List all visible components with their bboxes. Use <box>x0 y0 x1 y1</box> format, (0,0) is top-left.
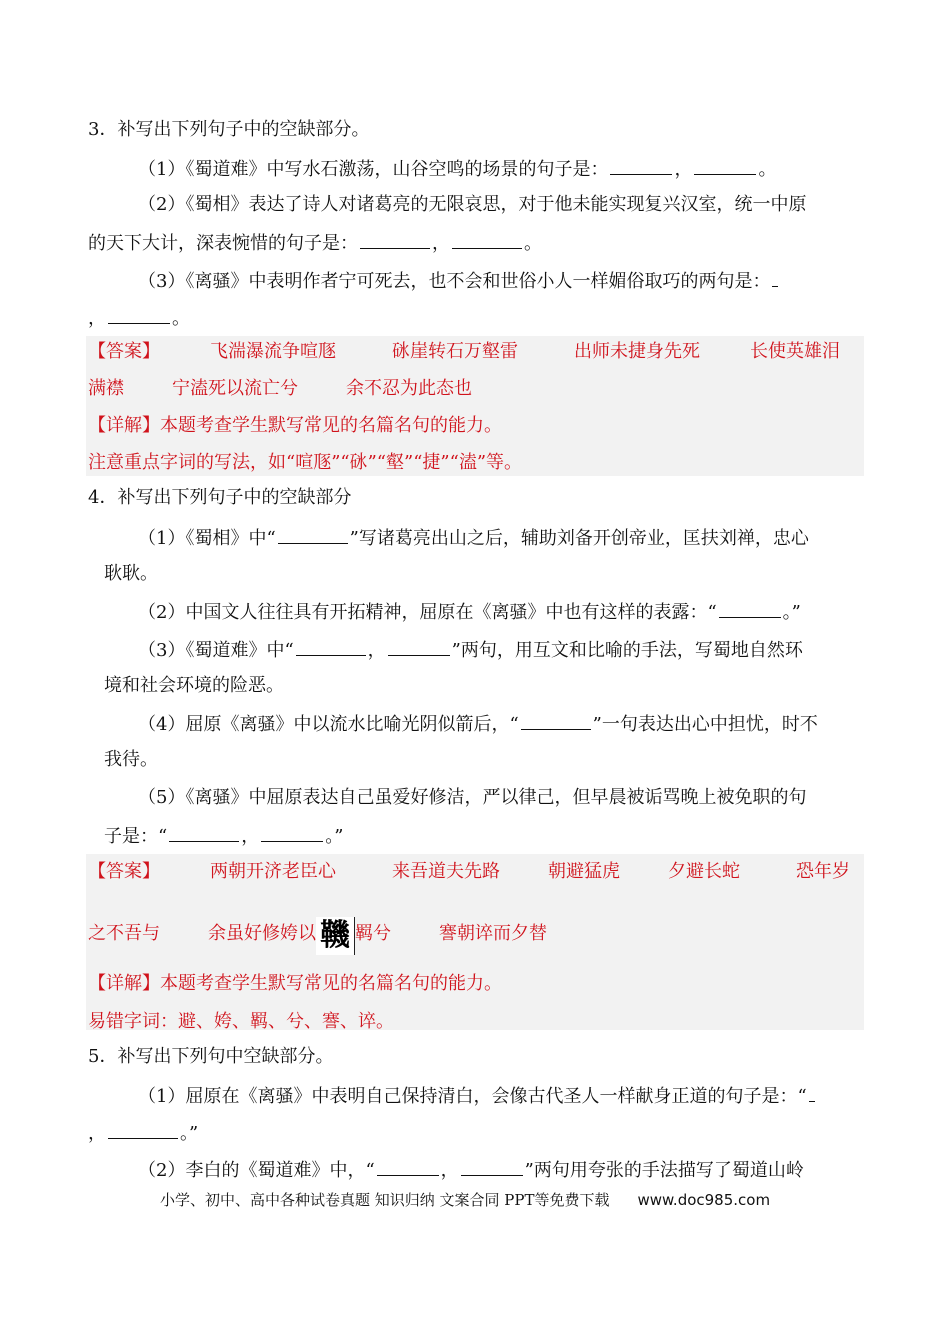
question-4-item-3-cont: 境和社会环境的险恶。 <box>104 675 284 696</box>
embedded-character-image: 鞿 <box>316 917 355 955</box>
question-5-title: 5．补写出下列句中空缺部分。 <box>88 1046 334 1067</box>
question-4-title: 4．补写出下列句子中的空缺部分 <box>88 487 352 508</box>
answer-blank[interactable] <box>521 711 591 730</box>
question-4-item-3: （3）《蜀道难》中“ ， ”两句，用互文和比喻的手法，写蜀地自然环 <box>138 637 803 663</box>
answer-line-q3-2: 满襟 宁溘死以流亡兮 余不忍为此态也 <box>88 378 472 399</box>
answer-blank[interactable] <box>772 268 778 287</box>
answer-line-q4-2: 之不吾与 余虽好修姱以 鞿 羁兮 謇朝谇而夕替 <box>88 918 547 953</box>
question-5-item-1: （1）屈原在《离骚》中表明自己保持清白，会像古代圣人一样献身正道的句子是：“ <box>138 1083 817 1109</box>
question-3-item-2-cont: 的天下大计，深表惋惜的句子是： ， 。 <box>88 230 542 256</box>
question-5-item-1-cont: ， 。” <box>88 1120 198 1146</box>
footer-text: 小学、初中、高中各种试卷真题 知识归纳 文案合同 PPT等免费下载 <box>160 1191 610 1209</box>
answer-blank[interactable] <box>278 525 348 544</box>
answer-line-q3-1: 【答案】 飞湍瀑流争喧豗 砯崖转石万壑雷 出师未捷身先死 长使英雄泪 <box>88 341 840 362</box>
answer-blank[interactable] <box>261 823 323 842</box>
answer-blank[interactable] <box>452 230 522 249</box>
note-q4: 易错字词：避、姱、羁、兮、謇、谇。 <box>88 1011 394 1032</box>
answer-blank[interactable] <box>610 156 672 175</box>
answer-blank[interactable] <box>719 599 781 618</box>
footer-url[interactable]: www.doc985.com <box>637 1191 771 1209</box>
question-5-item-2: （2）李白的《蜀道难》中，“ ， ”两句用夸张的手法描写了蜀道山岭 <box>138 1157 804 1183</box>
question-3-item-3: （3）《离骚》中表明作者宁可死去，也不会和世俗小人一样媚俗取巧的两句是： <box>138 268 780 294</box>
answer-blank[interactable] <box>377 1157 439 1176</box>
question-4-item-4-cont: 我待。 <box>104 749 158 770</box>
answer-blank[interactable] <box>169 823 239 842</box>
question-3-item-1: （1）《蜀道难》中写水石激荡，山谷空鸣的场景的句子是： ， 。 <box>138 156 776 182</box>
question-4-item-5: （5）《离骚》中屈原表达自己虽爱好修洁，严以律己，但早晨被诟骂晚上被免职的句 <box>138 787 807 808</box>
detail-q4: 【详解】本题考查学生默写常见的名篇名句的能力。 <box>88 973 502 994</box>
answer-blank[interactable] <box>108 1120 178 1139</box>
question-4-item-5-cont: 子是：“ ， 。” <box>104 823 343 849</box>
note-q3: 注意重点字词的写法，如“喧豗”“砯”“壑”“捷”“溘”等。 <box>88 452 523 473</box>
question-4-item-2: （2）中国文人往往具有开拓精神，屈原在《离骚》中也有这样的表露：“ 。” <box>138 599 801 625</box>
question-3-item-3-cont: ， 。 <box>88 305 190 331</box>
question-4-item-1-cont: 耿耿。 <box>104 563 158 584</box>
question-4-item-4: （4）屈原《离骚》中以流水比喻光阴似箭后，“ ”一句表达出心中担忧，时不 <box>138 711 818 737</box>
answer-line-q4-1: 【答案】 两朝开济老臣心 来吾道夫先路 朝避猛虎 夕避长蛇 恐年岁 <box>88 861 850 882</box>
answer-blank[interactable] <box>360 230 430 249</box>
question-3-title: 3．补写出下列句子中的空缺部分。 <box>88 119 370 140</box>
detail-q3: 【详解】本题考查学生默写常见的名篇名句的能力。 <box>88 415 502 436</box>
answer-blank[interactable] <box>461 1157 523 1176</box>
answer-blank[interactable] <box>809 1083 815 1102</box>
answer-blank[interactable] <box>388 637 450 656</box>
question-4-item-1: （1）《蜀相》中“ ”写诸葛亮出山之后，辅助刘备开创帝业，匡扶刘禅，忠心 <box>138 525 809 551</box>
page-footer <box>160 1190 770 1210</box>
answer-blank[interactable] <box>108 305 170 324</box>
answer-blank[interactable] <box>694 156 756 175</box>
answer-blank[interactable] <box>296 637 366 656</box>
question-3-item-2: （2）《蜀相》表达了诗人对诸葛亮的无限哀思，对于他未能实现复兴汉室，统一中原 <box>138 194 807 215</box>
